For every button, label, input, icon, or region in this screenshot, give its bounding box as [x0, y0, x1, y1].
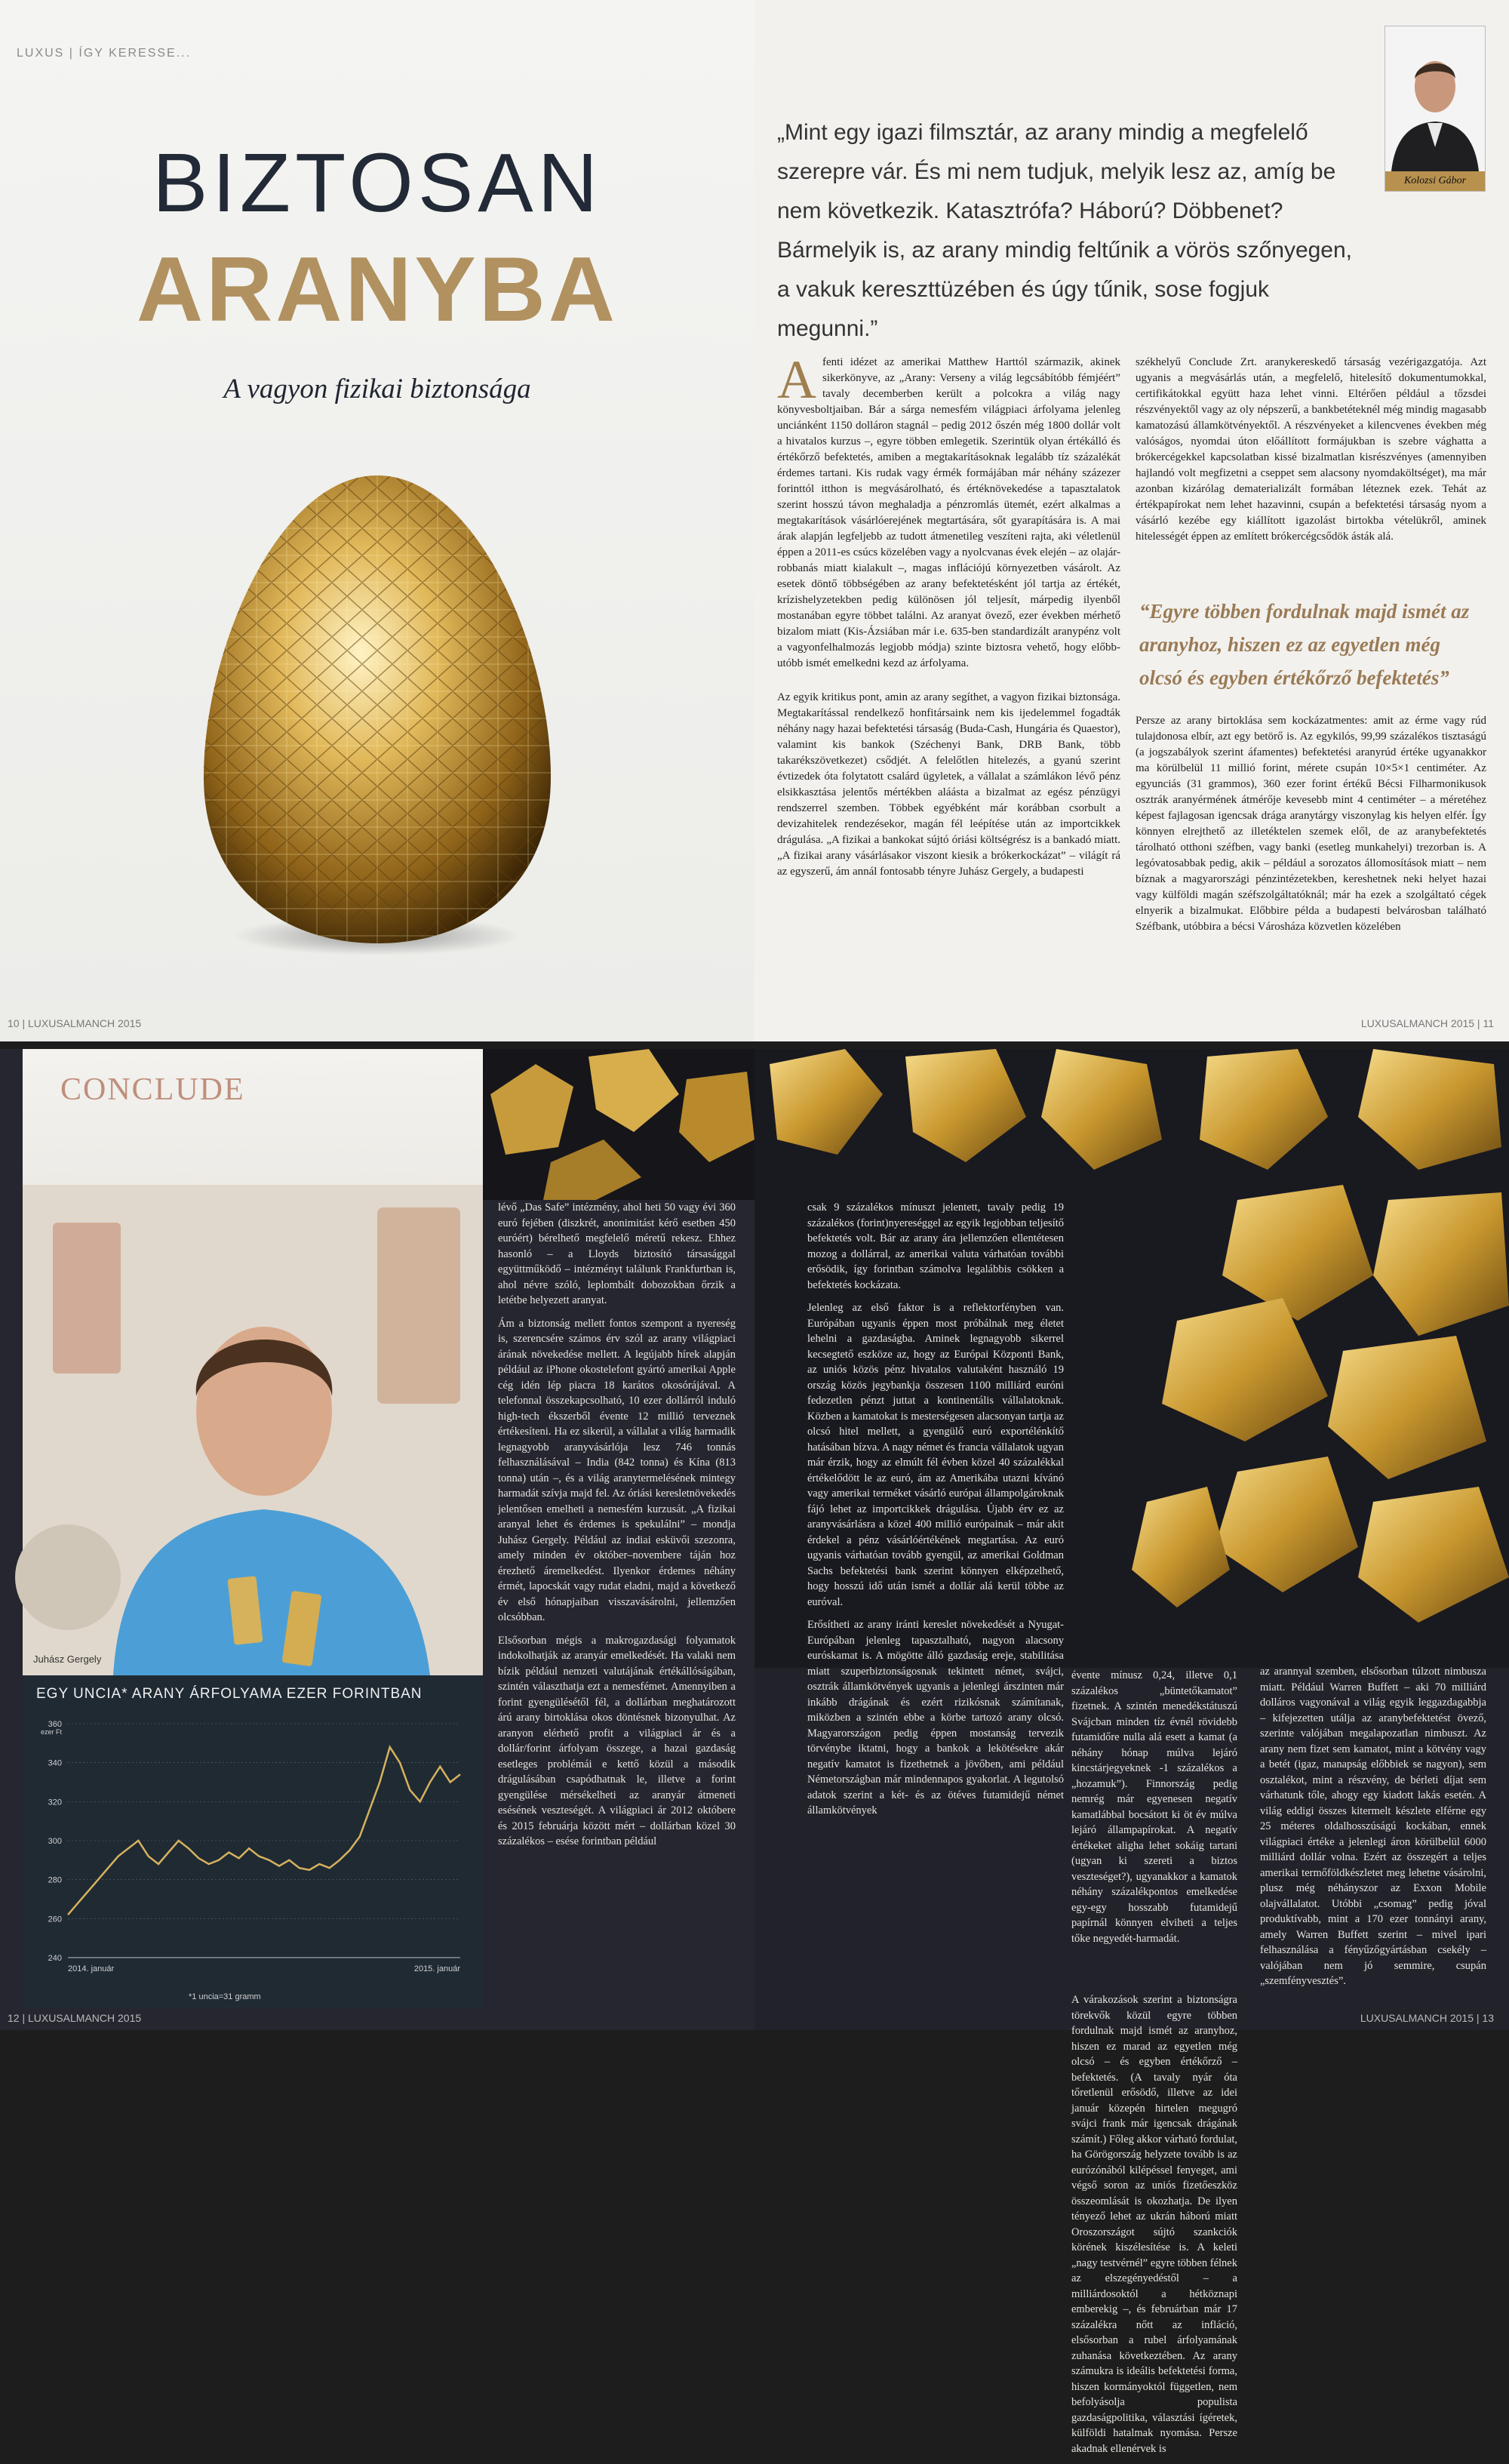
y-tick-label: 340	[48, 1758, 62, 1768]
article-column	[498, 1200, 736, 1857]
folio: 12 | LUXUSALMANCH 2015	[8, 2012, 142, 2024]
title-line-2: ARANYBA	[137, 238, 618, 340]
x-tick-label-end: 2015. január	[413, 1964, 460, 1973]
conclude-logo: CONCLUDE	[60, 1072, 245, 1107]
chart-note: *1 uncia=31 gramm	[189, 1992, 261, 2001]
gold-nuggets-strip	[483, 1049, 754, 1200]
page-4	[754, 1049, 1509, 2455]
paragraph: Jelenleg az első faktor is a reflektorfényben van. Európában ugyanis éppen most próbálnak meg életet lehelni a gazdaságba. Aminek legnagyobb sikerrel kecsegtető eszköze az, hogy az Európai Központi Bank, az uniós közös pénz hivatalos valutaként használó 19 ország közös jegybankja összesen 1100 milliárd euróni fedezetlen pénzt juttat a kontinentális vállalatoknak. Közben a kamatokat is mesterségesen alacsonyan tartja az olcsó hitel mellett, a gyengülő euró exportélénkítő hatásában bízva. A nagy német és francia vállalatok ugyan már érzik, hogy az elmúlt fél évben közel 40 százalékkal értékelődött le az euró, ám az Amerikába utazni kívánó vagy amerikai terméket vásárló európai állampolgároknak fájó lehet az importcikkek drágulása. Újabb érv ez az aranyvásárlásra a közel 400 millió európainak – már akit érdekel a pénz vásárlóértékének megtartása. Az euró ugyanis várhatóan tovább gyengül, az amerikai Goldman Sachs befektetési bank szerint könnyen elképzelhető, hogy hosszú idő után ismét a dollár alá kerül többe az euróval.	[807, 1302, 1064, 1608]
paragraph: fenti idézet az amerikai Matthew Harttól származik, akinek sikerkönyve, az „Arany: Verseny a világ legcsábítóbb fémjéért” tavaly decemberben került a polcokra a világ nagy könyvesboltjaiban. Bár a sárga nemesfém világpiaci árfolyama jelenleg unciánként 1150 dolláron stagnál – pedig 2012 őszén még 1800 dollár volt a hivatalos kurzus –, egyre többen emlegetik. Szerintük olyan értékálló és értékőrző befektetés, amiben a megtakarításoknak legalább tíz százalékát érdemes tartani. Kis rudak vagy érmék formájában már néhány százezer forinttól itthon is megvásárolható, és értéknövekedése a tapasztalatok szerint hosszú távon meghaladja a pénzromlás ütemét, ezért alkalmas a megtakarítások vásárlóerejének megtartására, sőt gyarapítására is. A mai árak alapján legfeljebb az tudott átmenetileg veszíteni rajta, aki véletlenül éppen a 2011-es csúcs közelében vagy a nyolcvanas évek elején – az olajár-robbanás miatt kialakult –, magas inflációjú környezetben vásárolt. Az esetek döntő többségében az arany befektetésként jól tartja az értékét, krízishelyzetekben pedig különösen jól teljesít, márpedig ilyenből mostanában egyre többet találni. Az aranyat övező, ezer években mérhető bizalom miatt (Kis-Ázsiában már i.e. 635-ben standardizált aranypénz volt a vagyonfelhalmozás legjobb módja) szinte biztosra vehető, hogy előbb-utóbb ismét emelkedni kezd az árfolyama.	[777, 356, 1120, 669]
series-line	[68, 1747, 460, 1915]
page-3	[0, 1049, 754, 2030]
portrait-photo	[1385, 26, 1486, 192]
page-2	[754, 0, 1509, 1041]
paragraph: lévő „Das Safe” intézmény, ahol heti 50 vagy évi 360 euró fejében (diszkrét, anonimitást kérő esetben 450 euróért) bérelhető megfelelő méretű rekesz. Ehhez hasonló – a Lloyds biztosító társasággal együttműködő – intézményt találunk Frankfurtban is, ahol névre szóló, leplombált dobozokban őrzik a letétbe helyezett aranyat.	[498, 1201, 736, 1306]
y-tick-label: 320	[48, 1798, 62, 1807]
paragraph: az arannyal szemben, elsősorban túlzott nimbusza miatt. Például Warren Buffett – aki 70 milliárd dolláros vagyonával a világ egyik leggazdagabbja – kifejezetten utálja az aranybefektetést övező, szerinte valójában megalapozatlan nimbuszt. Az arany nem fizet sem kamatot, mint a kötvény vagy a betét (igaz, manapság előbbiek se nagyon), sem osztalékot, mint a részvény, de bérleti díjat sem várhatunk tőle, ahogy egy kiadott lakás esetén. A világ eddigi összes kitermelt készlete elférne egy 25 méteres oldalhosszúságú kockában, ennek világpiaci értéke a jelenlegi áron körülbelül 6000 milliárd dollár volna. Ezért az összegért a teljes amerikai termőföldkészletet meg lehetne vásárolni, plusz még néhányszor az Exxon Mobile olajvállalatot. Utóbbi „csomag” pedig jóval produktívabb, mint a 170 ezer tonnányi arany, amely Warren Buffett szerint – mivel ipari felhasználása a fényűzőgyártásban csekély – valójában nem jó semmire, csupán „szemfényvesztés”.	[1260, 1666, 1486, 1987]
paragraph: csak 9 százalékos mínuszt jelentett, tavaly pedig 19 százalékos (forint)nyereséggel az egyik legjobban teljesítő befektetés volt. Bár az arany ára jellemzően ellentétesen mozog a dollárral, az amerikai valuta várhatóan további erősödik, így forintban számolva legalábbis csökken a befektetés kockázata.	[807, 1201, 1064, 1291]
paragraph: Erősítheti az arany iránti kereslet növekedését a Nyugat-Európában jelenleg tapasztalható, nagyon alacsony euróskamat is. A mögötte álló gazdaság ereje, stabilitása miatt szuperbiztonságosnak tekintett német, svájci, osztrák államkötvények ugyanis a jelenlegi árszinten már inkább drágának és ezért rizikósnak számítanak, miközben a szintén ebbe a körbe tartozó arany olcsó. Magyarországon pedig éppen mostanság tervezik törvénybe iktatni, hogy a bankok a lekötésekre akár negatív kamatot is fizethetnek a jövőben, ami például Németországban már mindennapos gyakorlat. A legutolsó adatok szerint a két- és az ötéves futamidejű német államkötvények	[807, 1619, 1064, 1816]
y-tick-label: 260	[48, 1915, 62, 1924]
gold-nugget-icon	[483, 1049, 754, 1200]
article-column-2	[1136, 355, 1486, 552]
folio: LUXUSALMANCH 2015 | 13	[1360, 2012, 1494, 2024]
person-icon	[1385, 26, 1485, 171]
title-line-1: BIZTOSAN	[152, 137, 603, 229]
article-column-1	[807, 1200, 1064, 1826]
portrait-caption: Kolozsi Gábor	[1385, 171, 1485, 191]
article-column-1	[777, 349, 1120, 887]
paragraph: Persze az arany birtoklása sem kockázatmentes: amit az érme vagy rúd tulajdonosa elbír, azt egy betörő is. Az egykilós, 99,99 százalékos tisztaságú (a jogszabályok szerint áfamentes) befektetési aranyrúd értéke ugyanakkor ma körülbelül 11 millió forint, mérete csupán 10×5×1 centiméter. Az egyunciás (31 grammos), 360 ezer forint értékű Bécsi Filharmonikusok osztrák aranyérmének átmérője kevesebb mint 4 centiméter – a méretéhez képest fajlagosan igencsak drága aranytárgy viszonylag kis helyen elfér. Így könnyen elrejthető az illetéktelen szemek elől, de az aranybefektetés tárolható otthoni széfben, vagy banki (esetleg munkahelyi) trezorban is. A legóvatosabbak pedig, akik – például a sorozatos állomosítások miatt – nem bíznak a magyarországi pénzintézetekben, kereshetnek neki helyet hazai vagy külföldi magán széfszolgáltatóknál; már ha ezek a szolgáltató cégek elnyerik a bizalmukat. Előbbire példa a budapesti belvárosban található Széfbank, utóbbira a bécsi Városháza közvetlen közelében	[1136, 715, 1486, 933]
running-head: LUXUS | ÍGY KERESSE...	[17, 47, 192, 60]
folio: LUXUSALMANCH 2015 | 11	[1360, 1017, 1494, 1029]
paragraph: Az egyik kritikus pont, amin az arany segíthet, a vagyon fizikai biztonsága. Megtakarítással rendelkező honfitársaink nem kis ijedelemmel fogadták néhány nagy hazai befektetési társaság (Buda-Cash, Hungária és Quaestor), valamint kis bankok (Széchenyi Bank, DRB Bank, több takarékszövetkezet) csődjét. A felelőtlen hitelezés, a gyanú szerint évtizedek óta folytatott csalárd ügyletek, a vállalat a számlákon lévő pénz elsikkasztása jelentős mértékben aláásta a bizalmat az egész pénzügyi rendszerrel szemben. Többek egyébként már korábban csorbult a devizahitelek rendezésekor, magán fél leépítése után az importcikkek drágulása. „A fizikai a bankokat sújtó óriási költségrész is a bankadó miatt. „A fizikai arany vásárlásakor viszont kiesik a brókerkockázat” – világít rá az egyszerű, ám annál fontosabb tényre Juhász Gergely, a budapesti	[777, 691, 1120, 878]
paragraph: évente mínusz 0,24, illetve 0,1 százalékos „büntetőkamatot” fizetnek. A szintén menedékstátuszú Svájcban minden tíz évnél rövidebb futamidőre nulla alá esett a kamat (a néhány hónap múlva lejáró kincstárjegyeknek -1 százalékos a „hozamuk”). Finnország pedig nemrég már egyenesen negatív kamatlábbal bocsátott ki öt év múlva lejáró állampapírokat. A negatív értékeket aligha lehet sokáig tartani (ugyan ki szereti a biztos veszteséget?), ugyanakkor a kamatok néhány százalékpontos emelkedése egy-egy hosszabb futamidejű papírnál könnyen elviheti a teljes tőke negyedét-harmadát.	[1071, 1669, 1237, 1945]
intro-quote: „Mint egy igazi filmsztár, az arany mindig a megfelelő szerepre vár. És mi nem tudjuk, melyik lesz az, amíg be nem következik. Katasztrófa? Háború? Döbbenet? Bármelyik is, az arany mindig feltűnik a vörös szőnyegen, a vakuk kereszttüzében és úgy tűnik, sose fogjuk megunni.”	[777, 120, 1353, 341]
y-axis-label: ezer Ft	[40, 1728, 62, 1736]
article-column-2b	[1071, 1992, 1237, 2464]
gold-price-chart	[23, 1675, 483, 2007]
chart-plot	[23, 1709, 483, 2003]
y-tick-label: 360	[48, 1720, 62, 1729]
chart-title: EGY UNCIA* ARANY ÁRFOLYAMA EZER FORINTBAN	[36, 1686, 423, 1702]
golden-egg-image	[181, 460, 573, 958]
folio: 10 | LUXUSALMANCH 2015	[8, 1017, 142, 1029]
article-column-2b	[1136, 713, 1486, 943]
photo-caption: Juhász Gergely	[33, 1653, 102, 1665]
drop-cap: A	[777, 349, 816, 410]
person-holding-gold-bars-image	[23, 1094, 483, 1675]
page-1	[0, 0, 754, 1041]
paragraph: Ám a biztonság mellett fontos szempont a nyereség is, szerencsére számos érv szól az arany világpiaci árának növekedése mellett. A legújabb hírek alapján például az iPhone okostelefont gyártó amerikai Apple cég idén lép piacra 18 karátos okosórájával. A telefonnal összekapcsolható, 10 ezer dollárról induló high-tech ékszerből évente 12 millió terveznek értékesíteni. Ha ez sikerül, a vállalat a világ harmadik legnagyobb aranyvásárlója lesz 746 tonnás felhasználásával – India (842 tonna) és Kína (813 tonna) után –, és a világ aranytermelésének mintegy harmadát szívja majd fel. Az óriási keresletnövekedés jelentősen emelheti a nemesfém kurzusát. „A fizikai aranyal lehet és érdemes is spekulálni” – mondja Juhász Gergely. Például az indiai esküvői szezonra, amely minden év október–novembere táján hoz érezhető áremelkedést. Ilyenkor érdemes néhány érmét, lapocskát vagy rudat eladni, majd a következő év első hónapjaiban visszavásárolni, jellemzően olcsóbban.	[498, 1317, 736, 1623]
paragraph: székhelyű Conclude Zrt. aranykereskedő társaság vezérigazgatója. Azt ugyanis a megvásárlás után, a megfelelő, hitelesítő dokumentumokkal, certifikátokkal együtt haza lehet vinni. Eltérően például a tőzsdei részvényektől vagy az oly népszerű, a bankbetéteknél még mindig magasabb kamatozású államkötvényektől. A részvényeket a kilencvenes években még valóságos, nyomdai úton előállított formájukban is szebre vághatta a brókercégekkel kapcsolatban kissé bizalmatlan kisrészvényes (amennyiben hajlandó volt megfizetni a cseppet sem alacsony nyomdaköltséget), ma már azonban kizárólag dematerializált formában léteznek ezek. Tehát az értékpapírokat nem lehet hazavinni, csupán a befektetési társaság nyom a vásárló kezébe egy kiállított igazolást birtokba vételükről, aminek hitelességét éppen az említett brókercégcsődök ásták alá.	[1136, 356, 1486, 543]
conclude-photo-panel	[23, 1049, 483, 1675]
article-column-3	[1260, 1664, 1486, 1997]
y-tick-label: 240	[48, 1954, 62, 1963]
pull-quote: “Egyre többen fordulnak majd ismét az aranyhoz, hiszen ez az egyetlen még olcsó és egyben értékőrző befektetés”	[1139, 600, 1470, 689]
article-column-2	[1071, 1668, 1237, 1954]
x-tick-label-start: 2014. január	[68, 1964, 115, 1973]
y-tick-label: 300	[48, 1837, 62, 1846]
paragraph: A várakozások szerint a biztonságra törekvők közül egyre többen fordulnak majd ismét az aranyhoz, hiszen ez marad az egyetlen még olcsó – és egyben értékőrző – befektetés. (A tavaly nyár óta tőretlenül erősödő, illetve az idei január közepén hirtelen megugró svájci frank már igencsak drágának számít.) Főleg akkor várható fordulat, ha Görögország helyzete tovább is az eurózónából kilépéssel fenyeget, ami végső soron az uniós fizetőeszköz összeomlását is okozhatja. De ilyen tényező lehet az ukrán háború miatt Oroszországot sújtó szankciók körének kiszélesítése is. A keleti „nagy testvérnél” egyre többen félnek az elszegényedéstől – a milliárdosoktól a hétköznapi emberekig –, és februárban már 17 százalékra nőtt az infláció, elsősorban a rubel árfolyamának zuhanása következtében. Az arany számukra is ideális befektetési forma, hiszen kormányoktól független, nem befolyásolja populista gazdaságpolitika, választási ígéretek, külföldi hatalmak nyomása. Persze akadnak ellenérvek is	[1071, 1994, 1237, 2455]
y-tick-label: 280	[48, 1875, 62, 1885]
paragraph: Elsősorban mégis a makrogazdasági folyamatok indokolhatják az aranyár emelkedését. Ha valaki nem bízik például nemzeti valutájának értékállóságában, szintén választhatja ezt a nemesfémet. Amennyiben a forint gyengülésétől fél, a dollárban meghatározott árú arany birtoklása okos döntésnek bizonyulhat. Az aranyon elérhető profit a világpiaci ár és a dollár/forint árfolyam összege, a hazai gazdaság esetleges problémái e kettő közül a második drágulásában csapódhatnak le, illetve a forint gyengülése mérsékelheti az aranyár átmeneti esésének veszteségét. A világpiaci ár 2012 októbere és 2015 februárja között mért – dollárban közel 30 százalékos – esése forintban például	[498, 1634, 736, 1847]
subtitle: A vagyon fizikai biztonsága	[223, 374, 531, 405]
